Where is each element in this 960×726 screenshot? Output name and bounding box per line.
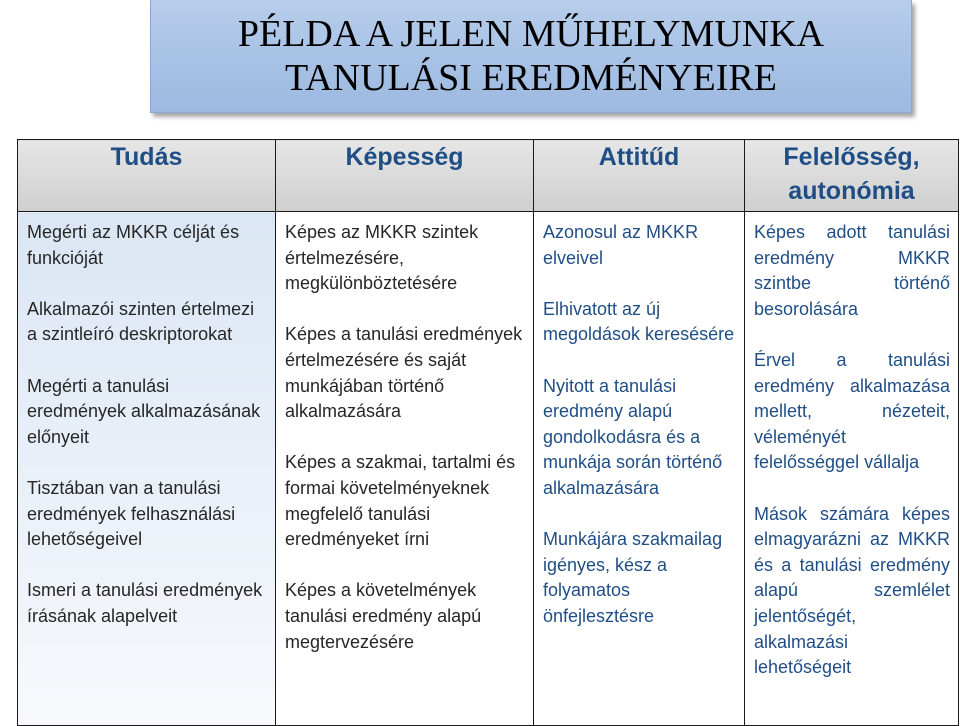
column-attitud xyxy=(534,212,745,726)
list-item: Elhivatott az új megoldások keresésére xyxy=(543,298,735,345)
column-felelosseg-autonomia xyxy=(745,212,959,726)
list-item: Képes a tanulási eredmények értelmezésére és saját munkájában történő alkalmazására xyxy=(285,324,523,422)
list-item: Munkájára szakmailag igényes, kész a folyamatos önfejlesztésre xyxy=(543,529,723,626)
list-item: Ismeri a tanulási eredmények írásának alapelveit xyxy=(27,580,263,626)
list-item: Nyitott a tanulási eredmény alapú gondolkodásra és a munkája során történő alkalmazására xyxy=(543,375,723,498)
list-item: Alkalmazói szinten értelmezi a szintleíró deskriptorokat xyxy=(27,298,255,345)
list-item: Érvel a tanulási eredmény alkalmazása mellett, nézeteit, véleményét felelősséggel vállalja xyxy=(754,349,950,473)
list-item: Képes adott tanulási eredmény MKKR szintbe történő besorolására xyxy=(754,222,950,319)
title-banner xyxy=(150,0,912,113)
list-item: Képes a követelmények tanulási eredmény alapú megtervezésére xyxy=(285,580,482,652)
header-row xyxy=(18,140,959,212)
list-item: Megérti az MKKR célját és funkcióját xyxy=(27,222,240,268)
column-kepesseg xyxy=(276,212,534,726)
header-kepesseg: Képesség xyxy=(276,140,534,212)
list-item: Megérti a tanulási eredmények alkalmazásának előnyeit xyxy=(27,375,261,447)
learning-outcomes-table xyxy=(17,139,959,726)
list-item: Tisztában van a tanulási eredmények felhasználási lehetőségeivel xyxy=(27,477,236,550)
header-felelosseg-autonomia: Felelősség, autonómia xyxy=(745,140,959,212)
list-item: Mások számára képes elmagyarázni az MKKR és a tanulási eredmény alapú szemlélet jelentőségét, alkalmazási lehetőségeit xyxy=(754,503,950,678)
list-item: Azonosul az MKKR elveivel xyxy=(543,222,699,268)
header-tudas: Tudás xyxy=(18,140,276,212)
title-line-1: PÉLDA A JELEN MŰHELYMUNKA xyxy=(237,13,825,55)
column-tudas xyxy=(18,212,276,726)
header-attitud: Attitűd xyxy=(534,140,745,212)
list-item: Képes az MKKR szintek értelmezésére, megkülönböztetésére xyxy=(285,222,479,294)
list-item: Képes a szakmai, tartalmi és formai követelményeknek megfelelő tanulási eredményeket írni xyxy=(285,452,516,550)
content-row xyxy=(18,212,959,726)
title-line-2: TANULÁSI EREDMÉNYEIRE xyxy=(285,57,777,99)
